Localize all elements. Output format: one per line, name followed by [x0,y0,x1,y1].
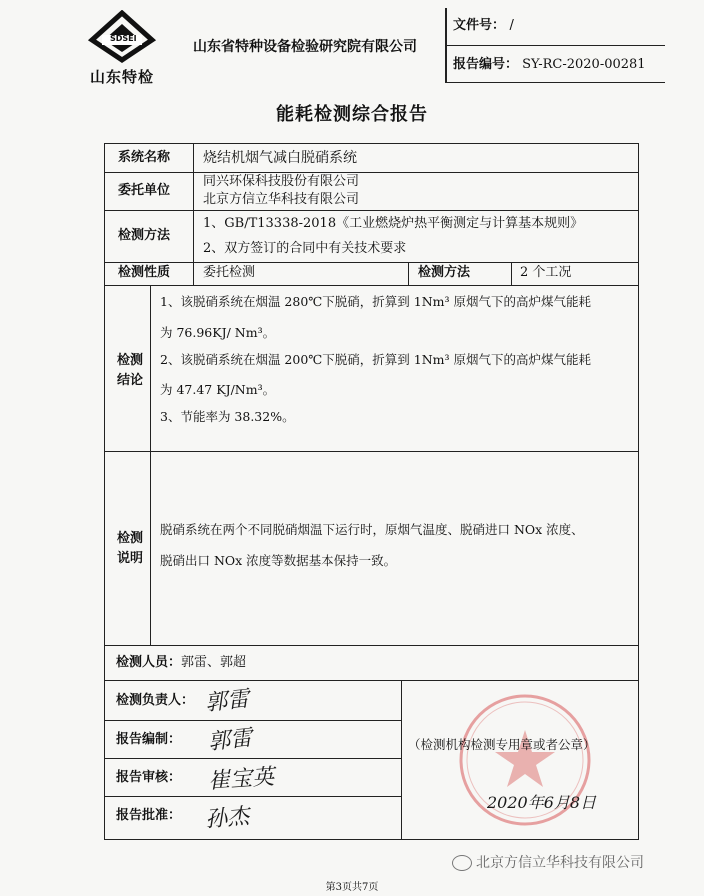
client-line-2: 北京方信立华科技有限公司 [203,192,360,207]
responsible-signature: 郭雷 [204,686,251,717]
reviewer-signature: 崔宝英 [207,764,275,795]
client-label: 委托单位 [118,183,171,198]
method-line-2: 2、双方签订的合同中有关技术要求 [203,241,407,256]
report-no-value: SY-RC-2020-00281 [522,57,646,72]
testers-value: 郭雷、郭超 [181,655,247,670]
watermark-text: 北京方信立华科技有限公司 [476,855,644,871]
watermark [452,852,644,872]
method2-value: 2 个工况 [520,265,572,280]
logo-caption: 山东特检 [89,68,154,86]
conclusion-3: 3、节能率为 38.32%。 [160,409,295,424]
method-line-1: 1、GB/T13338-2018《工业燃烧炉热平衡测定与计算基本规则》 [203,216,584,231]
responsible-label: 检测负责人： [116,693,195,708]
report-date: 2020年6月8日 [487,793,597,812]
page-title: 能耗检测综合报告 [276,104,428,125]
reviewer-label: 报告审核： [116,770,182,785]
report-no-label: 报告编号： [453,57,519,72]
approver-signature: 孙杰 [204,804,251,833]
note-line-b: 脱硝出口 NOx 浓度等数据基本保持一致。 [160,553,397,568]
conclusion-1a: 1、该脱硝系统在烟温 280℃下脱硝，折算到 1Nm³ 原烟气下的高炉煤气能耗 [160,294,591,309]
testers [116,654,246,672]
method2-label: 检测方法 [418,265,471,280]
compiler-signature: 郭雷 [207,725,254,756]
note-label-1: 检测 [117,531,144,546]
seal-note: （检测机构检测专用章或者公章） [408,737,596,752]
conclusion-1b: 为 76.96KJ/ Nm³。 [160,325,276,340]
conclusion-2a: 2、该脱硝系统在烟温 200℃下脱硝，折算到 1Nm³ 原烟气下的高炉煤气能耗 [160,352,591,367]
nature-value: 委托检测 [203,265,256,280]
approver-label: 报告批准： [116,808,182,823]
conclusion-label-1: 检测 [117,353,144,368]
file-no-label: 文件号： [453,18,506,33]
compiler-label: 报告编制： [116,732,182,747]
institute-name: 山东省特种设备检验研究院有限公司 [193,39,417,55]
page-footer: 第3页共7页 [325,882,379,893]
nature-label: 检测性质 [118,265,171,280]
testers-label: 检测人员： [116,655,182,670]
conclusion-label-2: 结论 [117,373,144,388]
file-no-value: / [509,18,514,33]
logo-text: SDSEI [110,34,137,43]
client-line-1: 同兴环保科技股份有限公司 [203,174,360,189]
system-name-value: 烧结机烟气减白脱硝系统 [203,150,357,166]
note-label-2: 说明 [117,551,144,566]
method-label: 检测方法 [118,228,171,243]
system-name-label: 系统名称 [118,150,171,165]
note-line-a: 脱硝系统在两个不同脱硝烟温下运行时，原烟气温度、脱硝进口 NOx 浓度、 [160,522,584,537]
conclusion-2b: 为 47.47 KJ/Nm³。 [160,382,276,397]
wechat-icon [452,855,472,871]
